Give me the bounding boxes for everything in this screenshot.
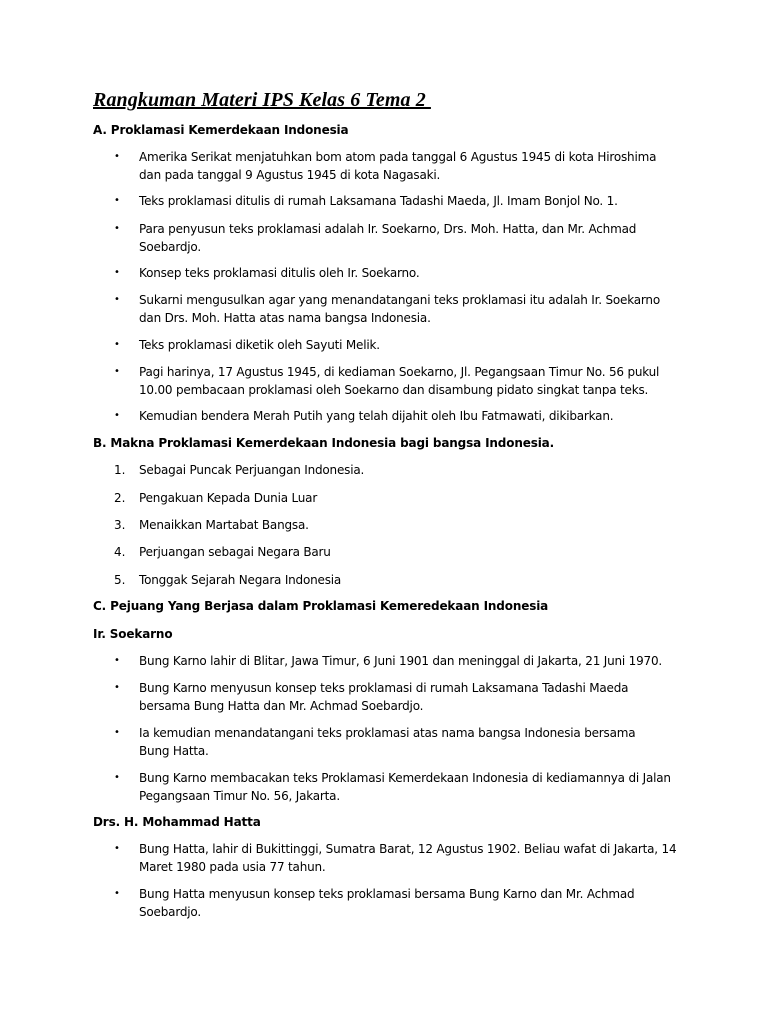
bullet-icon: • [114, 267, 120, 278]
bullet-icon: • [114, 294, 120, 305]
list-item: Amerika Serikat menjatuhkan bom atom pada tanggal 6 Agustus 1945 di kota Hiroshima dan pada tanggal 9 Agustus 1945 di kota Nagasaki. [139, 150, 657, 182]
bullet-icon: • [114, 223, 120, 234]
bullet-icon: • [114, 410, 120, 421]
list-item: Para penyusun teks proklamasi adalah Ir. Soekarno, Drs. Moh. Hatta, dan Mr. Achmad Soebardjo. [139, 222, 637, 254]
bullet-icon: • [114, 195, 120, 206]
section-b-heading: B. Makna Proklamasi Kemerdekaan Indonesia bagi bangsa Indonesia. [93, 436, 555, 450]
list-item: Bung Karno membacakan teks Proklamasi Kemerdekaan Indonesia di kediamannya di Jalan Pegangsaan Timur No. 56, Jakarta. [139, 771, 671, 803]
list-item: Pengakuan Kepada Dunia Luar [139, 491, 318, 505]
bullet-icon: • [114, 366, 120, 377]
soekarno-heading: Ir. Soekarno [93, 627, 173, 641]
list-number: 2. [114, 491, 126, 505]
bullet-icon: • [114, 682, 120, 693]
list-item: Bung Hatta menyusun konsep teks proklamasi bersama Bung Karno dan Mr. Achmad Soebardjo. [139, 887, 635, 919]
list-number: 4. [114, 545, 126, 559]
list-item: Pagi harinya, 17 Agustus 1945, di kediaman Soekarno, Jl. Pegangsaan Timur No. 56 pukul 10.00 pembacaan proklamasi oleh Soekarno dan disambung pidato singkat tanpa teks. [139, 365, 660, 397]
list-item: Tonggak Sejarah Negara Indonesia [139, 573, 342, 587]
list-item: Ia kemudian menandatangani teks proklamasi atas nama bangsa Indonesia bersama Bung Hatta. [139, 726, 636, 758]
list-number: 1. [114, 463, 126, 477]
list-item: Konsep teks proklamasi ditulis oleh Ir. Soekarno. [139, 266, 420, 280]
list-item: Sebagai Puncak Perjuangan Indonesia. [139, 463, 365, 477]
list-item: Bung Karno lahir di Blitar, Jawa Timur, 6 Juni 1901 dan meninggal di Jakarta, 21 Juni 1970. [139, 654, 663, 668]
bullet-icon: • [114, 655, 120, 666]
section-a-heading: A. Proklamasi Kemerdekaan Indonesia [93, 123, 349, 137]
section-c-heading: C. Pejuang Yang Berjasa dalam Proklamasi Kemeredekaan Indonesia [93, 599, 549, 613]
bullet-icon: • [114, 888, 120, 899]
list-number: 5. [114, 573, 126, 587]
list-item: Teks proklamasi ditulis di rumah Laksamana Tadashi Maeda, Jl. Imam Bonjol No. 1. [139, 194, 618, 208]
page-title: Rangkuman Materi IPS Kelas 6 Tema 2 [93, 89, 431, 111]
list-item: Bung Hatta, lahir di Bukittinggi, Sumatra Barat, 12 Agustus 1902. Beliau wafat di Jakarta, 14 Maret 1980 pada usia 77 tahun. [139, 842, 677, 874]
bullet-icon: • [114, 772, 120, 783]
list-item: Teks proklamasi diketik oleh Sayuti Melik. [139, 338, 380, 352]
list-item: Perjuangan sebagai Negara Baru [139, 545, 331, 559]
bullet-icon: • [114, 843, 120, 854]
list-item: Sukarni mengusulkan agar yang menandatangani teks proklamasi itu adalah Ir. Soekarno dan Drs. Moh. Hatta atas nama bangsa Indonesia. [139, 293, 660, 325]
hatta-heading: Drs. H. Mohammad Hatta [93, 815, 261, 829]
list-number: 3. [114, 518, 126, 532]
bullet-icon: • [114, 151, 120, 162]
bullet-icon: • [114, 339, 120, 350]
list-item: Kemudian bendera Merah Putih yang telah dijahit oleh Ibu Fatmawati, dikibarkan. [139, 409, 614, 423]
list-item: Bung Karno menyusun konsep teks proklamasi di rumah Laksamana Tadashi Maeda bersama Bung Hatta dan Mr. Achmad Soebardjo. [139, 681, 629, 713]
bullet-icon: • [114, 727, 120, 738]
list-item: Menaikkan Martabat Bangsa. [139, 518, 309, 532]
